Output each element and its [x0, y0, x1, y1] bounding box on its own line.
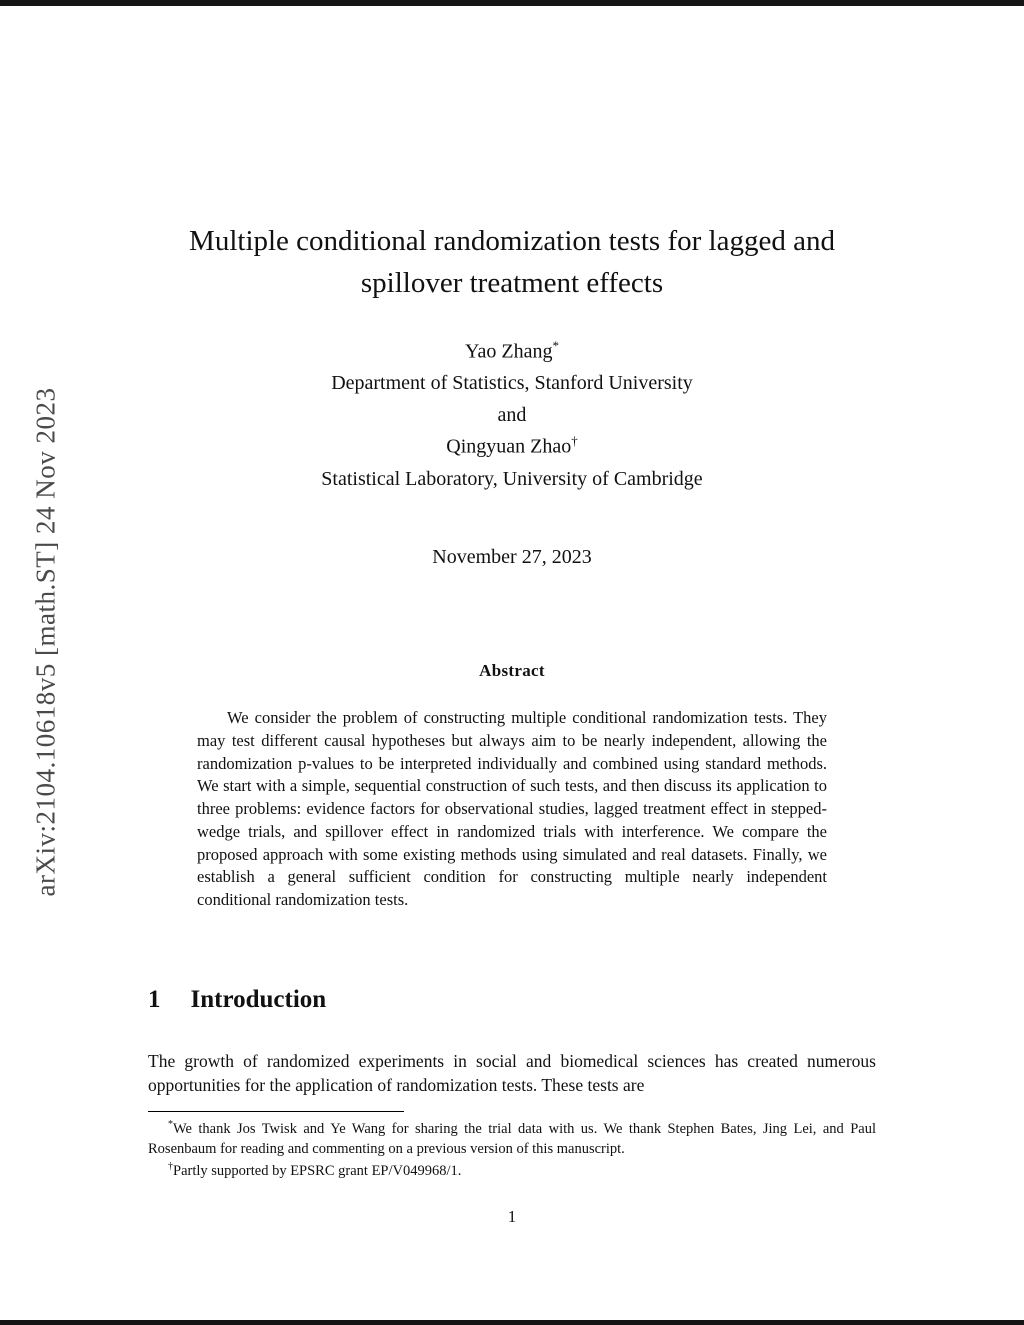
footnote-thanks	[148, 1118, 876, 1160]
author2-name: Qingyuan Zhao	[446, 436, 572, 459]
abstract-heading: Abstract	[479, 661, 545, 680]
footnote-funding	[148, 1160, 876, 1181]
author2-affiliation: Statistical Laboratory, University of Cambridge	[321, 467, 703, 490]
author1-footnote-mark: *	[552, 338, 559, 353]
paper-title: Multiple conditional randomization tests for lagged and spillover treatment effects	[189, 225, 835, 300]
introduction-paragraph: The growth of randomized experiments in social and biomedical sciences has created numerous opportunities for the application of randomization tests. These tests are	[148, 1051, 876, 1095]
author-name	[0, 336, 1024, 368]
top-border	[0, 0, 1024, 6]
arxiv-watermark: arXiv:2104.10618v5 [math.ST] 24 Nov 2023	[30, 387, 61, 897]
section-title: Introduction	[190, 986, 327, 1013]
author-connector: and	[497, 403, 527, 426]
footnote2-text: Partly supported by EPSRC grant EP/V049968/1.	[173, 1162, 462, 1179]
bottom-border	[0, 1320, 1024, 1325]
page-number: 1	[507, 1207, 517, 1226]
paper-date: November 27, 2023	[432, 546, 592, 568]
author1-affiliation: Department of Statistics, Stanford University	[331, 372, 693, 395]
footnote1-text: We thank Jos Twisk and Ye Wang for sharing the trial data with us. We thank Stephen Bates, Jing Lei, and Paul Rosenbaum for reading and commenting on a previous version of this manuscript.	[148, 1120, 876, 1158]
footnote2-mark: †	[168, 1160, 173, 1172]
footnote-divider	[148, 1111, 404, 1112]
abstract-text: We consider the problem of constructing multiple conditional randomization tests. They may test different causal hypotheses but always aim to be nearly independent, allowing the randomization p-values to be interpreted individually and combined using standard methods. We start with a simple, sequential construction of such tests, and then discuss its application to three problems: evidence factors for observational studies, lagged treatment effect in stepped-wedge trials, and spillover effect in randomized trials with interference. We compare the proposed approach with some existing methods using simulated and real datasets. Finally, we establish a general sufficient condition for constructing multiple nearly independent conditional randomization tests.	[197, 708, 827, 910]
section-heading	[148, 986, 326, 1014]
footnote1-mark: *	[168, 1119, 173, 1130]
author2-footnote-mark: †	[571, 433, 578, 449]
author-block	[0, 336, 1024, 495]
author1-name: Yao Zhang	[465, 340, 553, 363]
footnote-block	[148, 1118, 876, 1181]
section-number: 1	[148, 986, 161, 1013]
author-name	[0, 431, 1024, 463]
